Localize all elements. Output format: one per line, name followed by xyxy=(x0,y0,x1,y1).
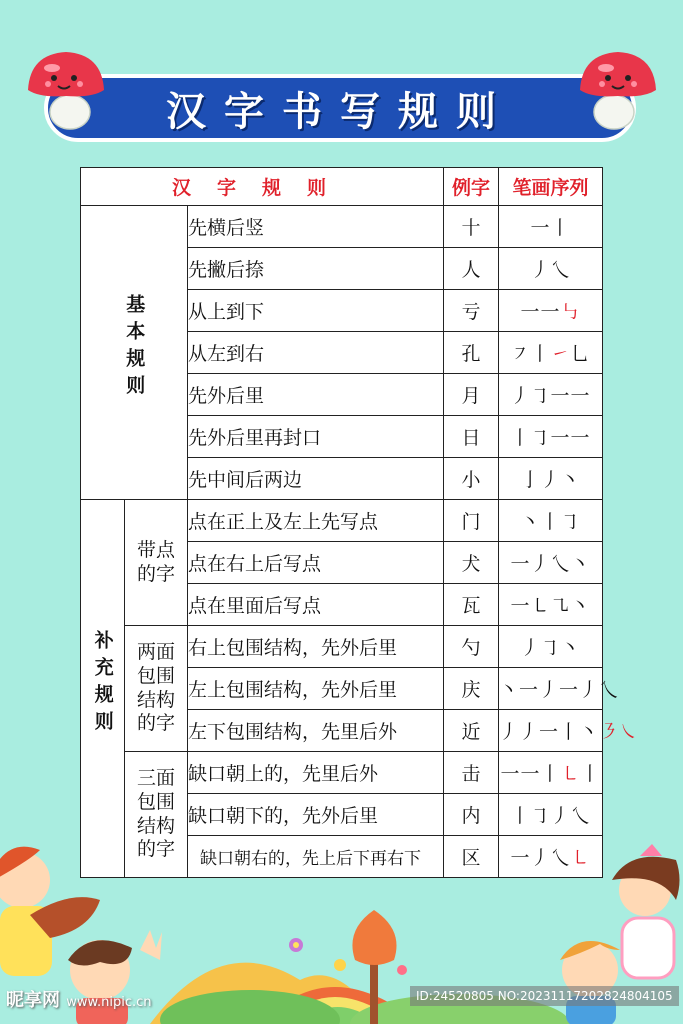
watermark-brand xyxy=(6,986,152,1012)
stroke-sequence xyxy=(499,332,603,374)
rule-cell: 先横后竖 xyxy=(188,206,444,248)
stroke-highlight: ㇄ xyxy=(570,847,591,869)
rule-cell: 右上包围结构，先外后里 xyxy=(188,626,444,668)
stroke-sequence: 丨㇆丿乀 xyxy=(499,794,603,836)
header-strokes: 笔画序列 xyxy=(499,168,603,206)
mushroom-decoration-left xyxy=(22,46,106,130)
category-basic-label: 基本规则 xyxy=(123,293,146,402)
example-char: 十 xyxy=(444,206,499,248)
example-char: 门 xyxy=(444,500,499,542)
example-char: 人 xyxy=(444,248,499,290)
category-basic xyxy=(81,206,188,500)
stroke-sequence: 一㇄㇈丶 xyxy=(499,584,603,626)
rule-cell: 缺口朝下的，先外后里 xyxy=(188,794,444,836)
stroke-tail: 乚 xyxy=(570,343,591,365)
example-char: 击 xyxy=(444,752,499,794)
rule-cell: 先外后里再封口 xyxy=(188,416,444,458)
rule-cell: 点在里面后写点 xyxy=(188,584,444,626)
watermark-brand-text: 昵享网 xyxy=(6,990,60,1011)
header-rule: 汉字规则 xyxy=(81,168,444,206)
rule-cell: 缺口朝右的，先上后下再右下 xyxy=(188,836,444,878)
stroke-black: 丿丿一丨丶 xyxy=(499,721,600,743)
group-dot-chars: 带点的字 xyxy=(125,500,188,626)
rule-cell: 左上包围结构，先外后里 xyxy=(188,668,444,710)
stroke-highlight: ㇄ xyxy=(560,763,581,785)
stroke-sequence: 一丿乀丶 xyxy=(499,542,603,584)
table-row xyxy=(81,626,603,668)
example-char: 孔 xyxy=(444,332,499,374)
stroke-highlight: ㇀ xyxy=(550,343,571,365)
table-row xyxy=(81,206,603,248)
example-char: 勺 xyxy=(444,626,499,668)
watermark-id: ID:24520805 NO:20231117202824804105 xyxy=(410,986,679,1006)
stroke-highlight: ㇉ xyxy=(560,301,581,323)
stroke-sequence: 丶一丿一丿乀 xyxy=(499,668,603,710)
rule-cell: 点在右上后写点 xyxy=(188,542,444,584)
group-three-side-enclosure: 三面包围结构的字 xyxy=(125,752,188,878)
example-char: 内 xyxy=(444,794,499,836)
stroke-sequence: 丿㇆丶 xyxy=(499,626,603,668)
example-char: 庆 xyxy=(444,668,499,710)
rule-cell: 点在正上及左上先写点 xyxy=(188,500,444,542)
stroke-sequence: 丿㇆一一 xyxy=(499,374,603,416)
example-char: 亏 xyxy=(444,290,499,332)
header-example: 例字 xyxy=(444,168,499,206)
title-banner xyxy=(44,74,636,142)
rule-cell: 左下包围结构，先里后外 xyxy=(188,710,444,752)
example-char: 月 xyxy=(444,374,499,416)
stroke-sequence xyxy=(499,290,603,332)
example-char: 犬 xyxy=(444,542,499,584)
rules-table xyxy=(80,167,640,878)
stroke-black: 一一丨 xyxy=(500,763,561,785)
example-char: 小 xyxy=(444,458,499,500)
stroke-tail: 丨 xyxy=(580,763,601,785)
stroke-black: 一丿乀 xyxy=(510,847,571,869)
stroke-black: 一一 xyxy=(520,301,561,323)
stroke-sequence: 丿乀 xyxy=(499,248,603,290)
table-row xyxy=(81,752,603,794)
rule-cell: 先外后里 xyxy=(188,374,444,416)
table-header-row xyxy=(81,168,603,206)
example-char: 瓦 xyxy=(444,584,499,626)
stroke-sequence xyxy=(499,710,640,752)
page-title: 汉字书写规则 xyxy=(166,88,514,135)
stroke-black: ㇇丨 xyxy=(510,343,551,365)
example-char: 日 xyxy=(444,416,499,458)
group-two-side-enclosure: 两面包围结构的字 xyxy=(125,626,188,752)
stroke-sequence xyxy=(499,752,603,794)
rule-cell: 从左到右 xyxy=(188,332,444,374)
example-char: 近 xyxy=(444,710,499,752)
rule-cell: 缺口朝上的，先里后外 xyxy=(188,752,444,794)
stroke-sequence: 丶丨㇆ xyxy=(499,500,603,542)
stroke-highlight: ㇋㇏ xyxy=(599,721,640,743)
stroke-sequence: 一丨 xyxy=(499,206,603,248)
example-char: 区 xyxy=(444,836,499,878)
rule-cell: 从上到下 xyxy=(188,290,444,332)
mushroom-decoration-right xyxy=(578,46,662,130)
stroke-sequence: 亅丿丶 xyxy=(499,458,603,500)
stroke-sequence: 丨㇆一一 xyxy=(499,416,603,458)
rule-cell: 先撇后捺 xyxy=(188,248,444,290)
category-supplement-label: 补充规则 xyxy=(91,629,114,738)
watermark-url: www.nipic.cn xyxy=(66,995,152,1010)
table-row xyxy=(81,500,603,542)
rule-cell: 先中间后两边 xyxy=(188,458,444,500)
